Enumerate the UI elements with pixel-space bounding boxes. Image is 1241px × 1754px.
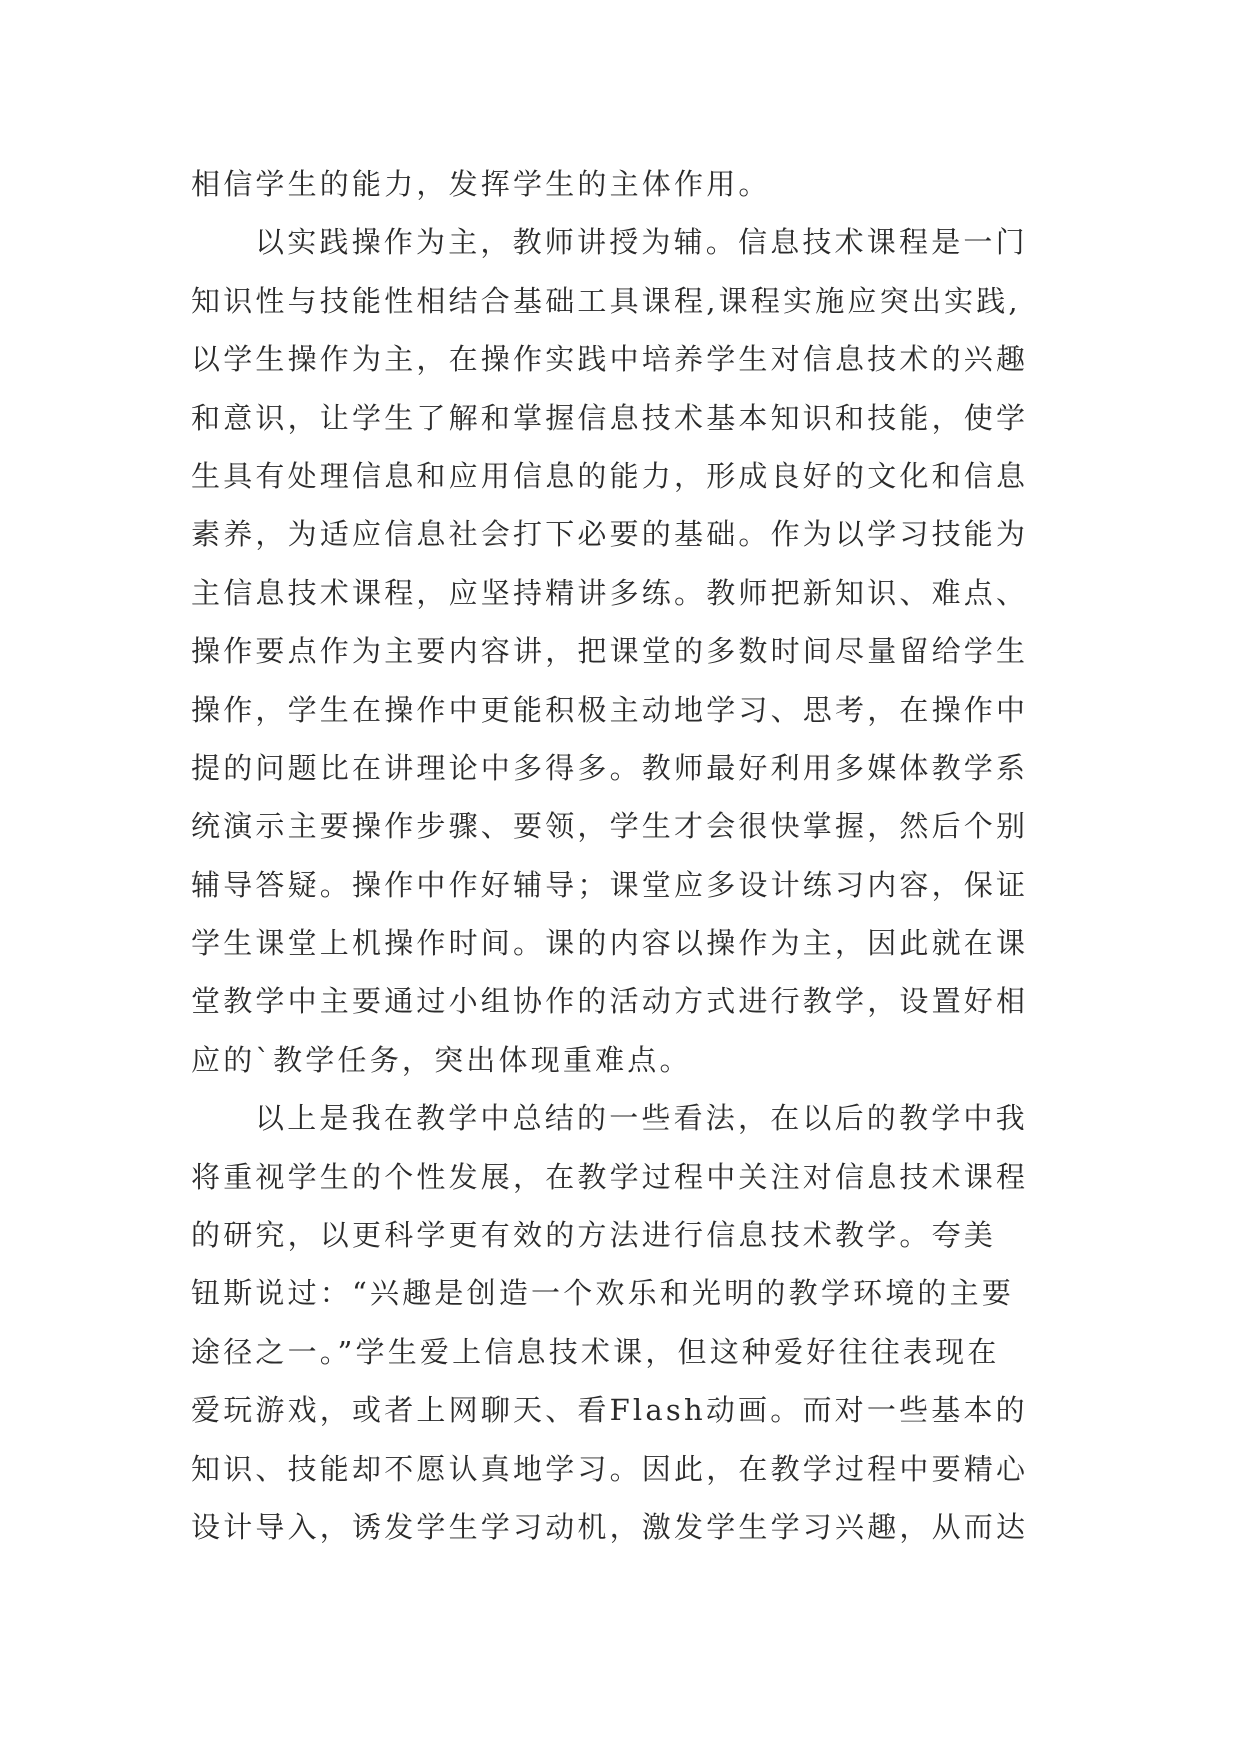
- text-line: 生具有处理信息和应用信息的能力，形成良好的文化和信息: [191, 458, 1029, 493]
- paragraph-first-line: 以实践操作为主，教师讲授为辅。信息技术课程是一门: [255, 225, 1028, 260]
- text-line: 设计导入，诱发学生学习动机，激发学生学习兴趣，从而达: [191, 1509, 1029, 1544]
- text-line: 途径之一。”学生爱上信息技术课，但这种爱好往往表现在: [191, 1334, 1000, 1369]
- text-line: 知识性与技能性相结合基础工具课程,课程实施应突出实践,: [191, 283, 1021, 318]
- text-line: 将重视学生的个性发展，在教学过程中关注对信息技术课程: [191, 1159, 1029, 1194]
- text-line: 素养，为适应信息社会打下必要的基础。作为以学习技能为: [191, 517, 1029, 552]
- text-line: 爱玩游戏，或者上网聊天、看Flash动画。而对一些基本的: [191, 1393, 1028, 1428]
- text-line: 主信息技术课程，应坚持精讲多练。教师把新知识、难点、: [191, 575, 1029, 610]
- text-line: 提的问题比在讲理论中多得多。教师最好利用多媒体教学系: [191, 750, 1029, 785]
- text-line: 钮斯说过：“兴趣是创造一个欢乐和光明的教学环境的主要: [191, 1276, 1015, 1311]
- text-line: 统演示主要操作步骤、要领，学生才会很快掌握，然后个别: [191, 809, 1029, 844]
- text-line: 辅导答疑。操作中作好辅导；课堂应多设计练习内容，保证: [191, 867, 1029, 902]
- body-text: [191, 155, 1091, 1556]
- text-line: 知识、技能却不愿认真地学习。因此，在教学过程中要精心: [191, 1451, 1029, 1486]
- text-line: 学生课堂上机操作时间。课的内容以操作为主，因此就在课: [191, 926, 1029, 961]
- text-line: 的研究，以更科学更有效的方法进行信息技术教学。夸美: [191, 1218, 997, 1253]
- text-line: 相信学生的能力，发挥学生的主体作用。: [191, 167, 771, 201]
- text-line: 以学生操作为主，在操作实践中培养学生对信息技术的兴趣: [191, 342, 1029, 377]
- text-line: 和意识，让学生了解和掌握信息技术基本知识和技能，使学: [191, 400, 1029, 435]
- text-line: 堂教学中主要通过小组协作的活动方式进行教学，设置好相: [191, 984, 1029, 1019]
- text-line: 操作要点作为主要内容讲，把课堂的多数时间尽量留给学生: [191, 634, 1029, 669]
- text-line: 应的`教学任务，突出体现重难点。: [191, 1042, 692, 1077]
- paragraph-first-line: 以上是我在教学中总结的一些看法，在以后的教学中我: [255, 1101, 1028, 1136]
- text-line: 操作，学生在操作中更能积极主动地学习、思考，在操作中: [191, 692, 1029, 727]
